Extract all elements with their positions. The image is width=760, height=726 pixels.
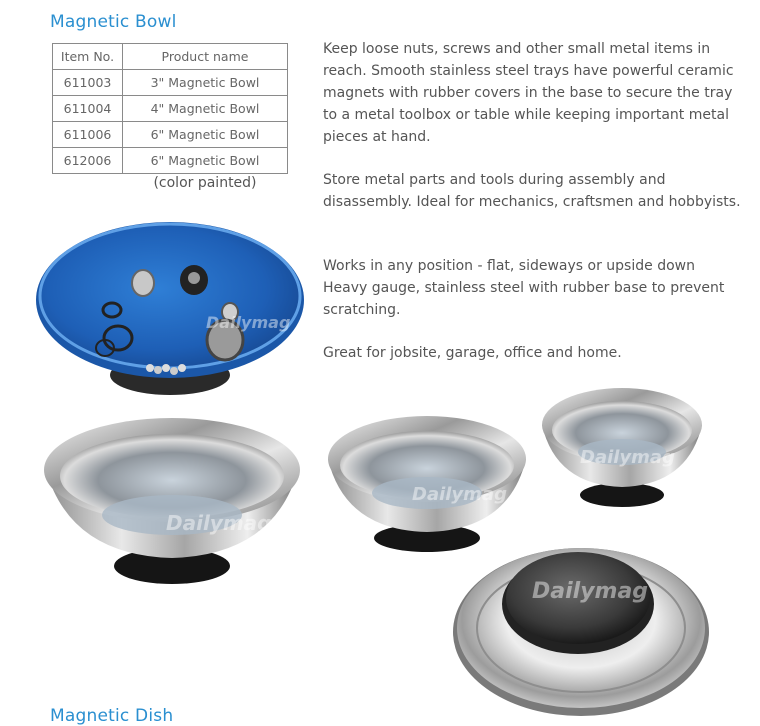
header-item-no: Item No.	[53, 44, 123, 70]
large-steel-bowl-image	[44, 418, 300, 584]
cell-item-no: 612006	[53, 148, 123, 174]
section-title-magnetic-dish: Magnetic Dish	[50, 706, 174, 726]
magnetic-dish-image	[453, 548, 709, 716]
cell-product-name: 4" Magnetic Bowl	[123, 96, 288, 122]
cell-item-no: 611003	[53, 70, 123, 96]
cell-product-name: 6" Magnetic Bowl	[123, 122, 288, 148]
section-title-magnetic-bowl: Magnetic Bowl	[50, 12, 177, 32]
watermark-text: Dailymag	[412, 484, 507, 505]
cell-item-no: 611004	[53, 96, 123, 122]
description-paragraph: Great for jobsite, garage, office and home.	[323, 345, 622, 361]
watermark-text: Dailymag	[166, 511, 272, 535]
cell-product-name: 3" Magnetic Bowl	[123, 70, 288, 96]
description-paragraph: Works in any position - flat, sideways or upside down Heavy gauge, stainless steel with rubber base to prevent scratching.	[323, 258, 725, 318]
cell-item-no: 611006	[53, 122, 123, 148]
watermark-text: Dailymag	[532, 579, 649, 604]
small-steel-bowl-image	[542, 388, 702, 507]
description-paragraph: Keep loose nuts, screws and other small metal items in reach. Smooth stainless steel trays have powerful ceramic magnets with rubber covers in the base to secure the tray to a metal toolbox or table while keeping important metal pieces at hand.	[323, 41, 734, 145]
watermark-text: Dailymag	[580, 447, 675, 468]
blue-magnetic-bowl-image	[36, 222, 304, 395]
watermark-text: Dailymag	[206, 313, 291, 332]
header-product-name: Product name	[123, 44, 288, 70]
color-painted-note: (color painted)	[153, 175, 257, 191]
cell-product-name: 6" Magnetic Bowl	[123, 148, 288, 174]
description-paragraph: Store metal parts and tools during assembly and disassembly. Ideal for mechanics, craftsmen and hobbyists.	[323, 172, 741, 210]
medium-steel-bowl-image	[328, 416, 526, 552]
